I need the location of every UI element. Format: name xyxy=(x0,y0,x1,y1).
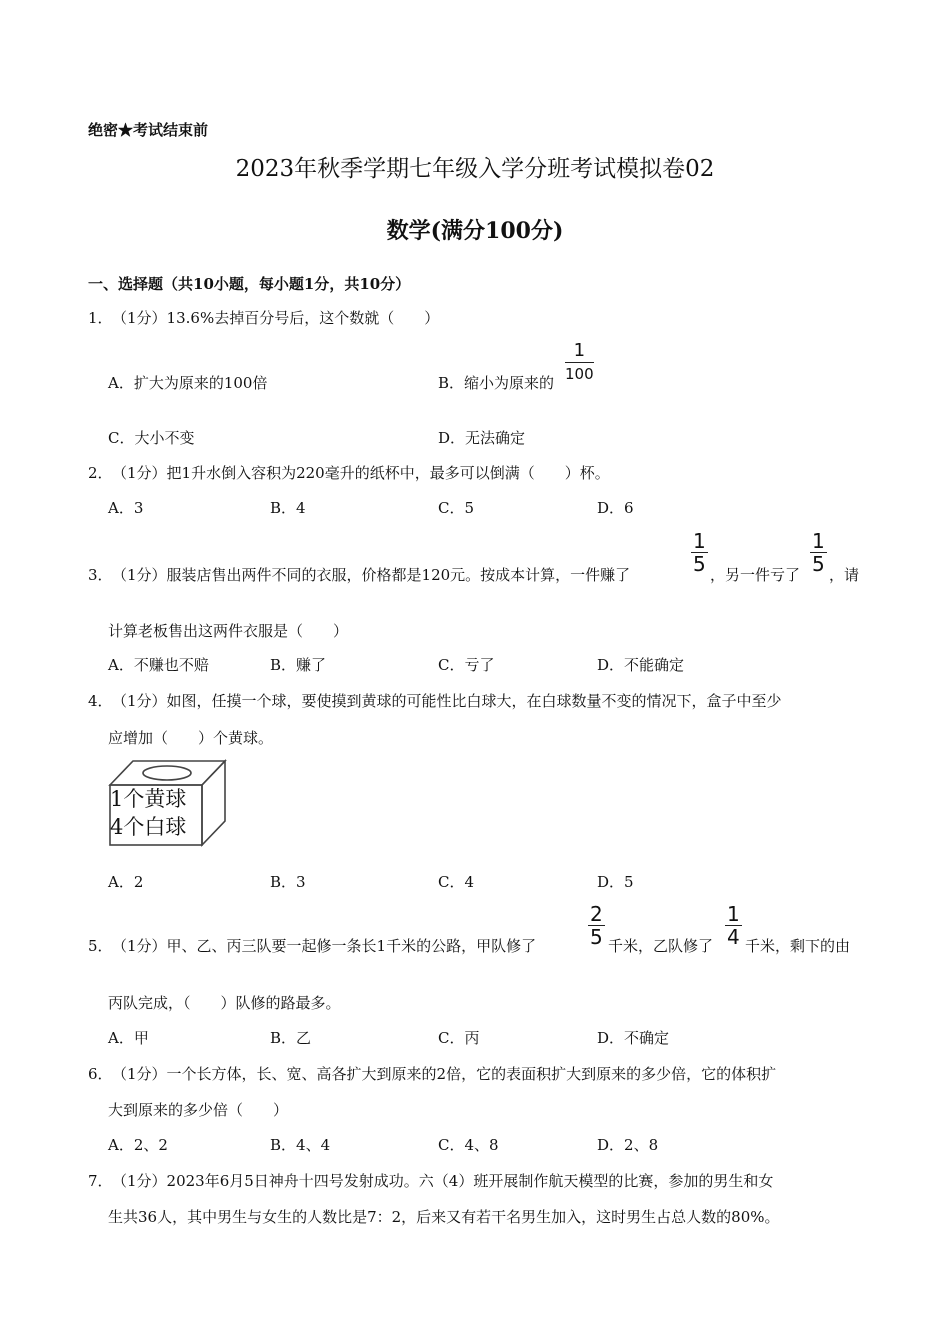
box-label-yellow: 1个黄球 xyxy=(110,787,187,811)
fraction xyxy=(810,530,827,575)
fraction xyxy=(725,903,742,948)
option-a: A．2 xyxy=(108,873,144,891)
question-stem: ，另一件亏了 xyxy=(710,566,801,584)
option-b: B．4 xyxy=(270,499,306,517)
fraction-numerator: 1 xyxy=(693,529,706,553)
question-number: 7． xyxy=(88,1172,113,1190)
option-a: A．2、2 xyxy=(108,1136,168,1154)
option-d: D．2、8 xyxy=(597,1136,659,1154)
option-c: C．4、8 xyxy=(438,1136,499,1154)
fraction-numerator: 1 xyxy=(727,902,740,926)
question-stem: （1分）服装店售出两件不同的衣服，价格都是120元。按成本计算，一件赚了 xyxy=(112,566,631,584)
question-stem: （1分）甲、乙、丙三队要一起修一条长1千米的公路，甲队修了 xyxy=(112,937,537,955)
option-d: D．6 xyxy=(597,499,634,517)
question-stem-continued: 应增加（ ）个黄球。 xyxy=(108,729,274,747)
option-d: D．不确定 xyxy=(597,1029,670,1047)
question-number: 2． xyxy=(88,464,113,482)
secret-label: 绝密★考试结束前 xyxy=(88,121,209,139)
option-b: B．缩小为原来的 xyxy=(438,374,555,392)
question-number: 3． xyxy=(88,566,113,584)
question-stem: （1分）2023年6月5日神舟十四号发射成功。六（4）班开展制作航天模型的比赛，参加的男生和女 xyxy=(112,1172,774,1190)
option-c: C．亏了 xyxy=(438,656,495,674)
question-stem: （1分）13.6%去掉百分号后，这个数就（ ） xyxy=(112,309,440,327)
option-c: C．大小不变 xyxy=(108,429,195,447)
question-number: 1． xyxy=(88,309,113,327)
option-c: C．5 xyxy=(438,499,475,517)
page-subtitle: 数学(满分100分) xyxy=(386,218,564,244)
question-stem: （1分）一个长方体，长、宽、高各扩大到原来的2倍，它的表面积扩大到原来的多少倍，它的体积扩 xyxy=(112,1065,777,1083)
fraction xyxy=(691,530,708,575)
fraction-numerator: 1 xyxy=(812,529,825,553)
fraction-numerator: 2 xyxy=(590,902,603,926)
fraction-denominator: 5 xyxy=(693,552,706,576)
question-number: 6． xyxy=(88,1065,113,1083)
option-d: D．无法确定 xyxy=(438,429,526,447)
question-stem: （1分）如图，任摸一个球，要使摸到黄球的可能性比白球大，在白球数量不变的情况下，盒子中至少 xyxy=(112,692,782,710)
option-b: B．3 xyxy=(270,873,306,891)
fraction-denominator: 5 xyxy=(812,552,825,576)
fraction-denominator: 5 xyxy=(590,925,603,949)
fraction xyxy=(588,903,605,948)
fraction-denominator: 4 xyxy=(727,925,740,949)
question-stem: 千米，乙队修了 xyxy=(608,937,714,955)
question-stem: ，请 xyxy=(829,566,860,584)
option-c: C．4 xyxy=(438,873,475,891)
option-d: D．5 xyxy=(597,873,634,891)
page-title: 2023年秋季学期七年级入学分班考试模拟卷02 xyxy=(235,156,715,182)
question-number: 4． xyxy=(88,692,113,710)
option-a: A．甲 xyxy=(108,1029,149,1047)
fraction-denominator: 100 xyxy=(565,365,594,383)
question-stem-continued: 丙队完成，（ ）队修的路最多。 xyxy=(108,994,341,1012)
option-a: A．3 xyxy=(108,499,144,517)
fraction-numerator: 1 xyxy=(565,340,594,363)
option-b: B．赚了 xyxy=(270,656,327,674)
question-number: 5． xyxy=(88,937,113,955)
question-stem: （1分）把1升水倒入容积为220毫升的纸杯中，最多可以倒满（ ）杯。 xyxy=(112,464,610,482)
option-a: A．不赚也不赔 xyxy=(108,656,209,674)
option-d: D．不能确定 xyxy=(597,656,685,674)
section-heading: 一、选择题（共10小题，每小题1分，共10分） xyxy=(88,275,411,293)
option-b: B．乙 xyxy=(270,1029,312,1047)
box-label-white: 4个白球 xyxy=(110,815,187,839)
question-stem-continued: 大到原来的多少倍（ ） xyxy=(108,1101,289,1119)
question-stem-continued: 计算老板售出这两件衣服是（ ） xyxy=(108,622,349,640)
option-a: A．扩大为原来的100倍 xyxy=(108,374,268,392)
option-c: C．丙 xyxy=(438,1029,480,1047)
question-stem: 千米，剩下的由 xyxy=(745,937,851,955)
fraction xyxy=(565,340,594,385)
option-b: B．4、4 xyxy=(270,1136,331,1154)
question-stem-continued: 生共36人，其中男生与女生的人数比是7：2，后来又有若干名男生加入，这时男生占总人数的80%。 xyxy=(108,1208,780,1226)
